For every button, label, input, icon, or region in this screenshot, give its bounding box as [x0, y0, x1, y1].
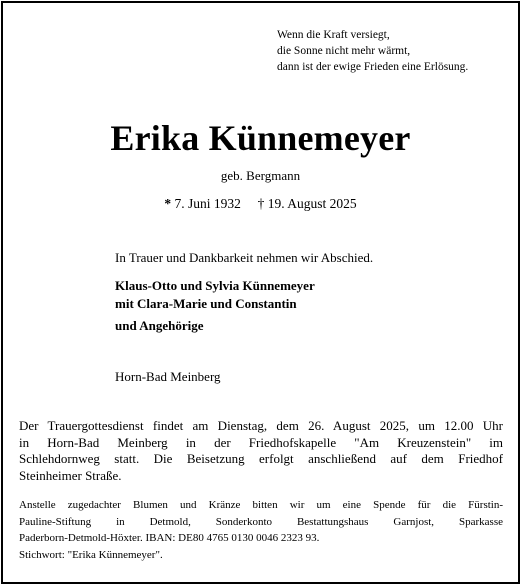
- service-line: Der Trauergottesdienst findet am Dienstag, dem 26. August 2025, um 12.00 Uhr: [19, 418, 503, 433]
- birth-date: 7. Juni 1932: [174, 196, 241, 211]
- deceased-name: Erika Künnemeyer: [110, 118, 411, 158]
- service-line: Schlehdornweg statt. Die Beisetzung erfolgt anschließend auf dem Friedhof: [19, 451, 503, 466]
- death-date: 19. August 2025: [267, 196, 357, 211]
- donation-line: Anstelle zugedachter Blumen und Kränze bitten wir um eine Spende für die Fürstin-: [19, 499, 503, 511]
- donation-line: Pauline-Stiftung in Detmold, Sonderkonto Bestattungshaus Garnjost, Sparkasse: [19, 515, 503, 528]
- donation-line: Paderborn-Detmold-Höxter. IBAN: DE80 4765 0130 0046 2323 93.: [19, 532, 320, 544]
- funeral-service-text: [19, 418, 503, 484]
- place-name: Horn-Bad Meinberg: [115, 369, 221, 384]
- maiden-name: geb. Bergmann: [220, 168, 301, 183]
- service-line: Steinheimer Straße.: [19, 467, 122, 483]
- quote-line: die Sonne nicht mehr wärmt,: [277, 45, 411, 57]
- family-line: Klaus-Otto und Sylvia Künnemeyer: [115, 278, 315, 293]
- family-line: mit Clara-Marie und Constantin: [115, 296, 297, 311]
- quote-line: dann ist der ewige Frieden eine Erlösung.: [277, 61, 469, 73]
- birth-star-icon: *: [164, 196, 172, 211]
- donation-request-text: [19, 497, 503, 563]
- family-line: und Angehörige: [115, 318, 204, 333]
- life-dates: [0, 195, 521, 213]
- death-cross-icon: †: [257, 196, 265, 211]
- memorial-quote: [277, 27, 517, 75]
- quote-line: Wenn die Kraft versiegt,: [277, 29, 390, 41]
- family-signatories: [115, 277, 315, 335]
- mourning-statement: In Trauer und Dankbarkeit nehmen wir Abschied.: [115, 250, 374, 265]
- service-line: in Horn-Bad Meinberg in der Friedhofskapelle "Am Kreuzenstein" im: [19, 434, 503, 450]
- donation-line: Stichwort: "Erika Künnemeyer".: [19, 548, 163, 561]
